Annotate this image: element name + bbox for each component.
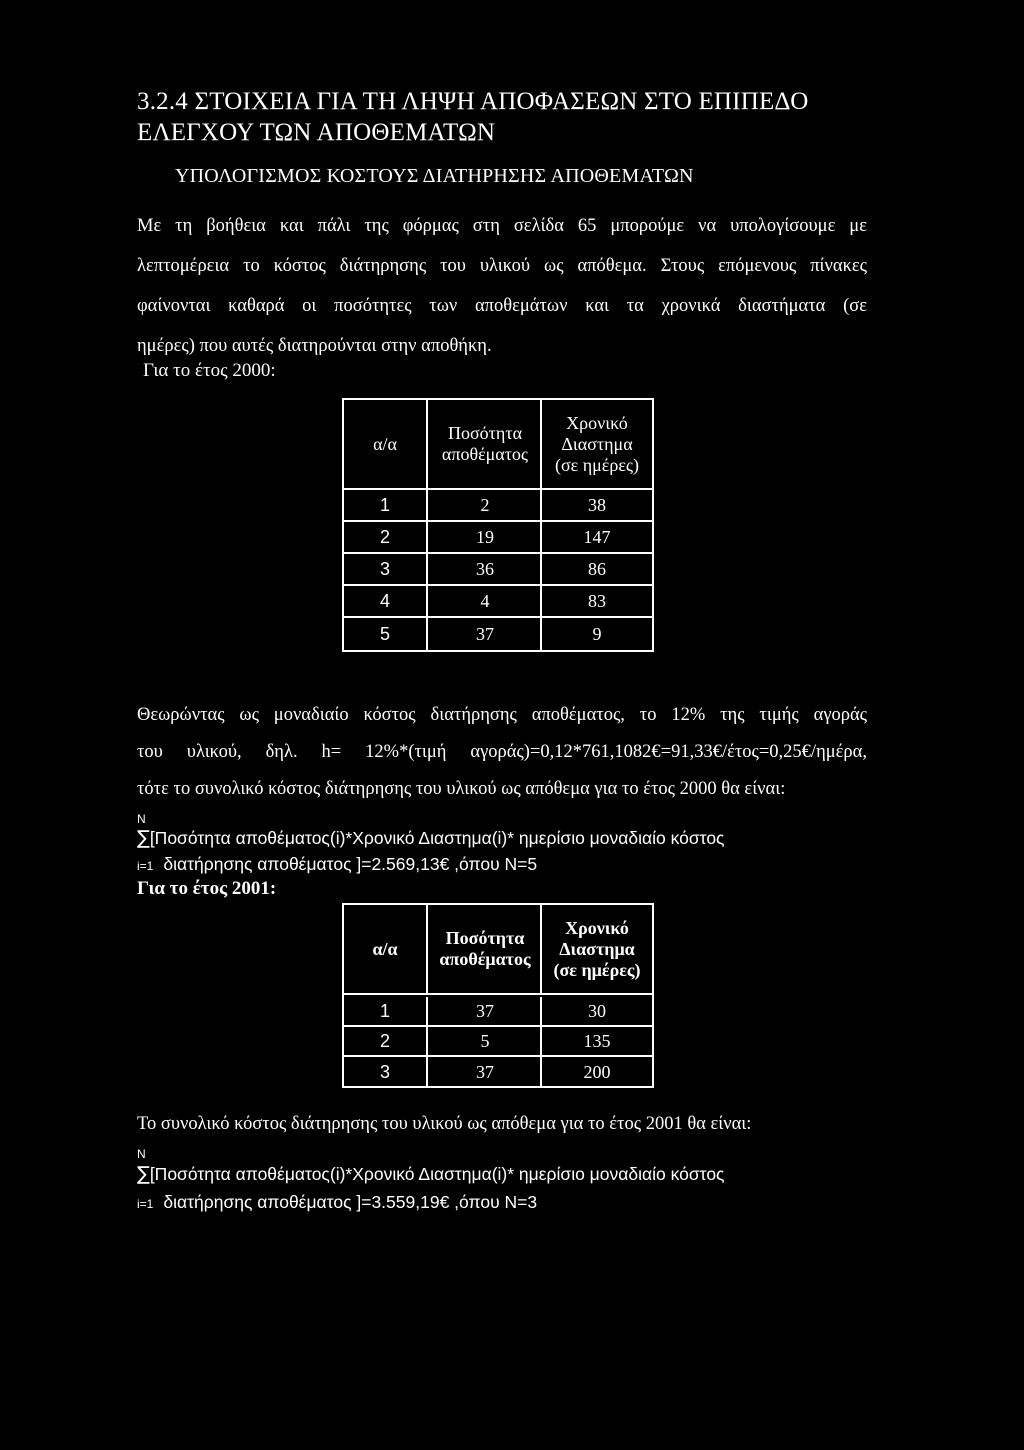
table-row — [344, 522, 652, 554]
table-header-row — [344, 400, 652, 490]
cell-quantity: 2 — [426, 490, 542, 520]
sum-upper-limit: N — [137, 1147, 146, 1161]
cell-days: 86 — [540, 554, 652, 584]
sigma-symbol: ∑ — [137, 827, 150, 849]
year-2000-label: Για το έτος 2000: — [143, 360, 276, 381]
sum-formula-2000-line-2 — [137, 852, 537, 878]
intro-line-3: φαίνονται καθαρά οι ποσότητες των αποθεμάτων και τα χρονικά διαστήματα (σε — [137, 296, 867, 316]
cell-aa: 2 — [379, 1031, 390, 1051]
header-interval: Χρονικό Διαστημα (σε ημέρες) — [540, 905, 652, 993]
formula-line-2: διατήρησης αποθέματος ]=2.569,13€ ,όπου N=5 — [163, 854, 538, 874]
table-row — [344, 1027, 652, 1057]
total-2001-text: Το συνολικό κόστος διάτηρησης του υλικού ως απόθεμα για το έτος 2001 θα είναι: — [137, 1114, 752, 1134]
cell-quantity: 5 — [426, 1027, 542, 1055]
cell-days: 38 — [540, 490, 652, 520]
formula-line-1: [Ποσότητα αποθέματος(i)*Χρονικό Διαστημα(i)* ημερίσιο μοναδιαίο κόστος — [149, 828, 725, 848]
cost-line-2: του υλικού, δηλ. h= 12%*(τιμή αγοράς)=0,12*761,1082€=91,33€/έτος=0,25€/ημέρα, — [137, 742, 867, 762]
cell-aa: 3 — [379, 559, 390, 579]
table-2000 — [342, 398, 654, 652]
table-row — [344, 490, 652, 522]
subsection-heading: ΥΠΟΛΟΓΙΣΜΟΣ ΚΟΣΤΟΥΣ ΔΙΑΤΗΡΗΣΗΣ ΑΠΟΘΕΜΑΤΩΝ — [175, 165, 694, 187]
section-heading: 3.2.4 ΣΤΟΙΧΕΙΑ ΓΙΑ ΤΗ ΛΗΨΗ ΑΠΟΦΑΣΕΩΝ ΣΤΟ ΕΠΙΠΕΔΟ ΕΛΕΓΧΟΥ ΤΩΝ ΑΠΟΘΕΜΑΤΩΝ — [137, 88, 809, 146]
cell-aa: 1 — [379, 495, 390, 515]
cell-quantity: 37 — [426, 997, 542, 1025]
header-aa: α/α — [372, 938, 398, 959]
header-quantity: Ποσότητα αποθέματος — [426, 400, 542, 488]
cell-days: 147 — [540, 522, 652, 552]
header-aa: α/α — [373, 433, 397, 454]
cell-aa: 4 — [379, 591, 390, 611]
header-quantity: Ποσότητα αποθέματος — [426, 905, 542, 993]
cell-aa: 1 — [379, 1001, 390, 1021]
cell-days: 9 — [540, 618, 652, 650]
header-interval: Χρονικό Διαστημα (σε ημέρες) — [540, 400, 652, 488]
sum-formula-2001-line-2 — [137, 1190, 537, 1216]
cost-line-3: τότε το συνολικό κόστος διάτηρησης του υλικού ως απόθεμα για το έτος 2000 θα είναι: — [137, 779, 786, 799]
sum-lower-limit: i=1 — [137, 859, 154, 873]
intro-line-4: ημέρες) που αυτές διατηρούνται στην αποθήκη. — [137, 336, 492, 356]
cell-quantity: 19 — [426, 522, 542, 552]
cell-days: 83 — [540, 586, 652, 616]
table-2001 — [342, 903, 654, 1088]
year-2001-label: Για το έτος 2001: — [137, 878, 277, 899]
table-header-row — [344, 905, 652, 995]
sum-formula-2000 — [137, 826, 725, 850]
sigma-symbol: ∑ — [137, 1163, 150, 1185]
intro-line-1: Με τη βοήθεια και πάλι της φόρμας στη σελίδα 65 μπορούμε να υπολογίσουμε με — [137, 216, 867, 236]
sum-formula-2001 — [137, 1162, 725, 1186]
table-row — [344, 586, 652, 618]
cell-aa: 5 — [379, 624, 390, 644]
table-row — [344, 1057, 652, 1086]
formula-line-1: [Ποσότητα αποθέματος(i)*Χρονικό Διαστημα(i)* ημερίσιο μοναδιαίο κόστος — [149, 1164, 725, 1184]
sum-upper-limit: N — [137, 812, 146, 826]
formula-line-2: διατήρησης αποθέματος ]=3.559,19€ ,όπου N=3 — [163, 1192, 538, 1212]
cell-aa: 3 — [379, 1061, 390, 1082]
cell-quantity: 37 — [426, 618, 542, 650]
cell-quantity: 36 — [426, 554, 542, 584]
cell-days: 30 — [540, 997, 652, 1025]
table-row — [344, 554, 652, 586]
cell-quantity: 4 — [426, 586, 542, 616]
table-row — [344, 618, 652, 650]
cell-days: 200 — [540, 1057, 652, 1086]
cost-line-1: Θεωρώντας ως μοναδιαίο κόστος διατήρησης αποθέματος, το 12% της τιμής αγοράς — [137, 705, 867, 725]
cell-aa: 2 — [379, 527, 390, 547]
sum-lower-limit: i=1 — [137, 1197, 154, 1211]
cell-days: 135 — [540, 1027, 652, 1055]
table-row — [344, 997, 652, 1027]
cell-quantity: 37 — [426, 1057, 542, 1086]
intro-line-2: λεπτομέρεια το κόστος διάτηρησης του υλικού ως απόθεμα. Στους επόμενους πίνακες — [137, 256, 867, 276]
